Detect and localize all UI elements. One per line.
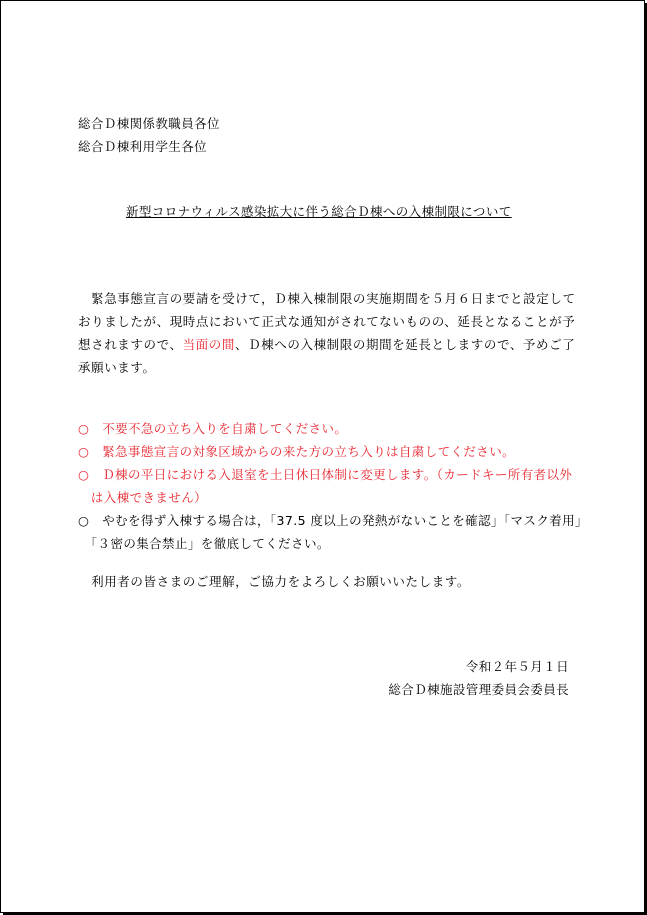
body-line-3-post: 、Ｄ棟への入棟制限の期間を延長としますので、予めご了 <box>234 337 576 352</box>
recipient-students: 総合Ｄ棟利用学生各位 <box>78 139 208 154</box>
body-line-3-pre: 想されますので、 <box>78 337 183 352</box>
issue-date: 令和２年５月１日 <box>465 659 569 674</box>
document-title: 新型コロナウィルス感染拡大に伴う総合Ｄ棟への入棟制限について <box>126 204 512 219</box>
emphasis-for-the-time-being: 当面の間 <box>182 337 235 352</box>
signature: 総合Ｄ棟施設管理委員会委員長 <box>388 682 569 697</box>
body-line-1: 緊急事態宣言の要請を受けて，Ｄ棟入棟制限の実施期間を５月６日までと設定して <box>78 291 576 306</box>
body-line-3 <box>78 335 575 353</box>
closing-request: 利用者の皆さまのご理解，ご協力をよろしくお願いいたします。 <box>78 574 471 589</box>
bullet-emergency-area-visitors: ○ 緊急事態宣言の対象区域からの来た方の立ち入りは自粛してください。 <box>78 444 516 459</box>
bullet-no-unnecessary-entry: ○ 不要不急の立ち入りを自粛してください。 <box>78 421 348 436</box>
body-line-4: 承願います。 <box>78 360 156 375</box>
body-line-2: おりましたが、現時点において正式な通知がされてないものの、延長となることが予 <box>78 314 576 329</box>
bullet-unavoidable-entry-cont: 「３密の集合禁止」を徹底してください。 <box>78 536 330 551</box>
bullet-unavoidable-entry: ○ やむを得ず入棟する場合は，「37.5 度以上の発熱がないことを確認」「マスク着用」 <box>78 513 588 528</box>
bullet-weekday-schedule-change: ○ Ｄ棟の平日における入退室を土日休日体制に変更します。（カードキー所有者以外 <box>78 467 573 482</box>
bullet-weekday-schedule-change-cont: は入棟できません） <box>78 490 208 505</box>
recipient-faculty: 総合Ｄ棟関係教職員各位 <box>78 116 220 131</box>
